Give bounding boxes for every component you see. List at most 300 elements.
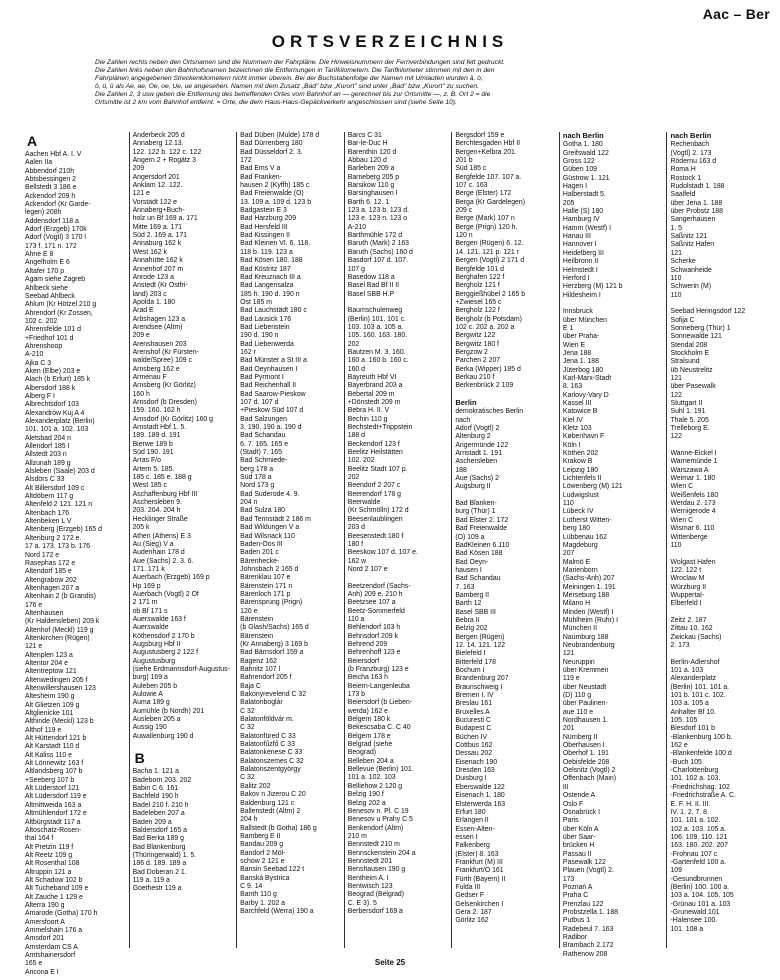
index-entry: Mühlheim (Ruhr) I <box>562 616 619 624</box>
index-entry: Hp 169 p <box>132 582 161 590</box>
index-entry: 102 c. 202 a. 202 a <box>455 323 515 331</box>
index-entry: 105. 160. 163. 180. <box>347 332 408 340</box>
index-entry: Alexandrów Kuj A 4 <box>25 409 85 417</box>
index-entry: Balatonszemes C 32 <box>240 757 304 765</box>
index-entry: Adorf (Erzgeb) 170k <box>25 226 87 234</box>
index-entry: 162 w <box>347 557 367 565</box>
index-entry: 185 h. 190 d. 190 n <box>240 290 300 298</box>
index-entry: üb Neustrelitz <box>670 366 713 374</box>
index-entry: Althinde (Meckl) 123 b <box>25 718 94 726</box>
index-entry: Marienborn <box>562 566 598 574</box>
index-entry: Bandorf 2 Möl- <box>240 849 286 857</box>
index-entry <box>348 574 449 582</box>
index-entry: Greifswald 122 <box>562 149 609 157</box>
index-entry: Baldenburg 121 c <box>240 799 295 807</box>
index-entry: Rödernu 163 d <box>670 158 717 166</box>
index-entry: Bad Reichenhall II <box>240 382 297 390</box>
index-entry: 188 <box>455 466 467 474</box>
index-entry: Ahlum (Kr Hötzel 210 g <box>25 301 97 309</box>
index-entry: Plauen (Vogtl) 2. <box>562 867 614 875</box>
index-entry: Alt Billersdorf 109 c <box>25 484 85 492</box>
index-entry: Saßnitz 121 <box>670 233 708 241</box>
index-entry: Bergholz 121 f <box>455 282 500 290</box>
index-entry: 159. 160. 162 h <box>132 407 181 415</box>
index-entry: 122 <box>670 391 682 399</box>
index-entry: Alsdörs C 33 <box>25 476 65 484</box>
index-entry: Belleben 204 a <box>347 757 394 765</box>
index-entry: Ahlbeck siehe <box>25 284 68 292</box>
index-entry: Aschersleben 9. <box>132 499 182 507</box>
index-entry: Hanau III <box>562 233 591 241</box>
column-heading: nach Berlin <box>562 131 604 140</box>
index-entry: Balatonfüred C 33 <box>240 732 296 740</box>
index-entry: 123 a. 123 b. 123 d. <box>347 207 410 215</box>
index-entry: Elberfeld I <box>670 600 702 608</box>
index-entry: Löwenberg (M) 121 <box>562 483 623 491</box>
index-entry: Altmühlendorf 172 e <box>25 810 87 818</box>
index-entry: Bad Bärnsdorf 159 a <box>240 649 304 657</box>
index-entry: Essen-Alten- <box>455 825 495 833</box>
index-entry: Güstrow 1. 121 <box>562 174 610 182</box>
index-entry: Meiningen 1. 191 <box>562 583 616 591</box>
index-entry: Angermünde 122 <box>455 441 509 449</box>
index-entry: Bahrendorf 205 f <box>240 674 292 682</box>
index-entry: 180 f <box>347 540 364 548</box>
index-entry: Bad Suderode 4. 9. <box>240 490 300 498</box>
index-entry: Süd 190. 191 <box>132 449 174 457</box>
index-entry: Bad Blanken- <box>455 500 497 508</box>
index-entry: Probstzella 1. 188 <box>562 908 619 916</box>
index-entry: Altruppin 121 a <box>25 868 72 876</box>
index-entry <box>348 299 449 307</box>
index-entry: Adorf (Vogtl) 2 <box>455 425 500 433</box>
index-entry: 204 n <box>240 499 258 507</box>
index-entry: 107 c. 163 <box>455 182 488 190</box>
intro-line: Die Zahlen links neben den Bahnhofsnamen bezeichnen die Entfernungen in Tarifkilometern. Die Tarifkilometer stimmen mit den in den <box>95 67 495 75</box>
index-entry: (Kr Haldensleben) 209 k <box>25 618 100 626</box>
index-entry: Wanne-Eickel I <box>670 450 717 458</box>
index-entry: Arras F/o <box>132 457 161 465</box>
index-entry: Auwallenburg 190 d <box>132 732 194 740</box>
index-entry: -Charlottenburg <box>670 767 719 775</box>
index-entry: Bärenstein 171 n <box>240 582 293 590</box>
index-entry: Bad Salzungen <box>240 415 287 423</box>
index-entry: Augustusburg <box>132 657 176 665</box>
index-entry: Bärensprung (Prign) <box>240 599 303 607</box>
index-entry: Annaberg 12.13. <box>132 140 184 148</box>
index-entry: Auerbach (Erzgeb) 169 p <box>132 574 210 582</box>
index-entry: Bad Kissingen II <box>240 232 290 240</box>
index-entry: Nordhausen 1. <box>562 717 609 725</box>
index-entry: Beerwalde <box>347 499 381 507</box>
index-entry: Bärenloch 171 p <box>240 590 291 598</box>
index-entry: Bellevue (Berlin) 101. <box>347 766 414 774</box>
index-entry: Albrechtsdorf 103 <box>25 401 80 409</box>
index-entry: Zwickau (Sachs) <box>670 633 722 641</box>
index-entry: 107 d. 107 d <box>240 399 279 406</box>
index-entry: Bad Freienwalde <box>455 525 508 533</box>
index-entry: Innsbruck <box>562 308 593 316</box>
index-entry: 7. 163 <box>455 583 475 591</box>
index-entry: Baden 201 c <box>240 549 279 557</box>
index-entry: 202 <box>347 340 360 348</box>
index-entry: Altentreptow 121 <box>25 668 77 676</box>
index-entry: 106. 109. 110. 121 <box>670 833 728 841</box>
index-entry: Bielefeld I <box>455 650 486 658</box>
index-entry: Balatonföldvár m. <box>240 716 294 724</box>
index-entry: E 1 <box>562 324 574 332</box>
index-entry: Basedow 118 a <box>347 273 395 281</box>
index-entry: (Sachs-Anh) 207 <box>562 575 615 583</box>
index-entry: Alt Lüdersdorf 119 e <box>25 793 87 801</box>
index-entry: Gotha 1. 180 <box>562 141 603 149</box>
index-entry: (D) 110 g <box>562 692 592 700</box>
index-entry: (Kr Schmölln) 172 d <box>347 507 409 515</box>
index-entry: walde/Spree) 109 c <box>132 357 192 365</box>
index-entry: Eisenach 1. 180 <box>455 792 505 800</box>
index-entry: Augsburg II <box>455 483 491 491</box>
index-entry: Trelleborg E. <box>670 425 710 433</box>
index-entry: -Blankenfelde 100 d <box>670 750 732 758</box>
index-entry: Bennstedt 210 m <box>347 841 400 849</box>
index-entry: Arnsberg (Kr Görlitz) <box>132 382 196 390</box>
index-entry: Brandenburg 207 <box>455 675 509 683</box>
index-entry: Bad Düben (Mulde) 178 d <box>240 132 320 139</box>
index-entry: Altafer 170 p <box>25 267 65 275</box>
index-entry: Behlendorf 103 h <box>347 624 401 632</box>
index-entry: Schwanheide <box>670 266 712 274</box>
index-entry: 162 e <box>670 742 688 750</box>
index-entry: Ausleben 205 a <box>132 716 181 724</box>
index-entry: Beicha 163 h <box>347 674 388 682</box>
index-entry: E. F. H. II. III. <box>670 800 711 808</box>
index-entry: Benshausen 190 g <box>347 866 406 874</box>
index-entry: Merseburg 188 <box>562 591 610 599</box>
index-entry: legen) 208h <box>25 209 62 217</box>
index-entry: (Thüringerwald) 1. 5. <box>132 851 197 859</box>
index-entry: Oberhof 1. 191 <box>562 750 609 758</box>
index-entry: Belgern 180 k <box>347 716 391 724</box>
index-entry: Radibor <box>562 934 588 941</box>
index-entry: Budapest C <box>455 725 492 733</box>
index-entry: Berge (Prign) 120 h. <box>455 223 518 231</box>
index-entry: 1. 5 <box>670 224 682 232</box>
index-entry: Magdeburg <box>562 541 598 549</box>
index-entry: Baden 209 a <box>132 818 172 826</box>
index-entry: IV. 1. 2. 7. 8. <box>670 808 709 816</box>
index-entry: Wien C <box>670 483 694 491</box>
index-entry: Arenshof (Kr Fürsten- <box>132 348 199 356</box>
index-entry: Rostock 1 <box>670 174 702 182</box>
index-entry: Nürnberg II <box>562 733 598 741</box>
index-entry: Abbendorf 210h <box>25 167 75 175</box>
index-entry: Bakov n Jizerou C 20 <box>240 791 306 799</box>
index-entry: Wien C <box>670 516 694 524</box>
index-entry: Hildesheim I <box>562 291 601 299</box>
index-entry: Angersdorf 201 <box>132 173 180 181</box>
index-entry: Herford I <box>562 274 590 282</box>
index-entry: Auma 189 g <box>132 699 170 707</box>
index-entry: Altglienicke 101 <box>25 710 74 718</box>
index-entry: Barth 6. 12. 1 <box>347 198 390 206</box>
index-entry: Banská Bystrica <box>240 874 290 882</box>
index-entry: Bad Freienwalde (O) <box>240 190 304 198</box>
index-entry: Neubrandenburg <box>562 641 615 649</box>
index-entry: Au (Sieg) V a <box>132 540 174 548</box>
index-entry: Dresden 163 <box>455 767 495 775</box>
index-entry: Bergen+Kelbra 201. <box>455 148 517 156</box>
index-entry: thal 164 f <box>25 835 54 843</box>
index-entry: Arnsdorf (Kr Görlitz) 160 g <box>132 415 213 423</box>
index-entry <box>563 300 664 308</box>
index-entry: Bad Saarow-Pieskow <box>240 390 306 398</box>
index-entry: 122. 122 b. 122 c. 122 <box>132 148 202 156</box>
index-entry: 3. 190. 190 a. 190 d <box>240 424 302 432</box>
index-entry: Saßnitz Hafen <box>670 241 715 249</box>
index-entry: Rechenbach <box>670 141 710 149</box>
index-entry: Beograd (Belgrad) <box>347 891 405 899</box>
index-entry: Barcs C 31 <box>347 132 382 139</box>
index-entry: Beerendorf 178 g <box>347 490 401 498</box>
index-entry: Basel SBB III <box>455 608 496 616</box>
index-entry: hausen I <box>455 566 482 574</box>
index-entry: Oelsnitz (Vogtl) 2 <box>562 767 616 775</box>
index-entry: Parchen 2 207 <box>455 357 501 365</box>
index-entry: -Friedrichstraße A. C. <box>670 792 736 800</box>
index-entry: Suhl 1. 191 <box>670 408 706 416</box>
index-entry: 109 <box>670 867 682 875</box>
index-entry: Pasewalk 122 <box>562 858 606 866</box>
index-entry: 207 <box>562 550 575 558</box>
index-entry: Altenhof (Meckl) 119 g <box>25 626 94 634</box>
index-column <box>130 132 238 948</box>
index-entry: Berchtesgaden Hbf II <box>455 140 521 148</box>
index-entry: Altenberg (Erzgeb) 165 d <box>25 526 102 534</box>
index-entry: 201 <box>562 725 575 733</box>
index-entry: 165 e <box>25 960 43 968</box>
index-entry: 102 a. 103. 105 a. <box>670 825 727 833</box>
index-entry: Alberg F I <box>25 392 55 400</box>
section-letter: A <box>27 133 38 149</box>
index-entry: Bergen (Rügen) 6. 12. <box>455 240 524 248</box>
index-entry: C. E 3). 5 <box>347 899 377 907</box>
index-entry: Bad Sulza 180 <box>240 507 285 515</box>
index-entry: Weimar 1. 180 <box>670 475 716 483</box>
index-entry: Ostende A <box>562 792 596 800</box>
index-entry: Altenfeld 2 121. 121 n <box>25 501 93 509</box>
index-entry: Altengrabow 202 <box>25 576 77 584</box>
index-entry: Beetzendorf (Sachs- <box>347 582 411 590</box>
index-entry: 171. 171 k <box>132 565 165 573</box>
index-entry: aue 110 e <box>562 708 594 716</box>
index-entry: Barth 12 <box>455 600 482 608</box>
index-entry: Oslo F <box>562 800 584 808</box>
index-entry: 205 k <box>132 524 150 532</box>
index-entry: Belgrad (siehe <box>347 741 393 749</box>
index-entry: Altenhausen <box>25 609 64 617</box>
index-entry: Bad Berka 189 g <box>132 835 184 843</box>
index-entry: Bad Schmiede- <box>240 457 288 465</box>
index-entry: Bergwitz 180 f <box>455 340 499 348</box>
index-entry: Basel Bad Bf II II <box>347 282 400 290</box>
index-entry: 103. 103 a. 105 a. <box>347 323 404 331</box>
index-entry: Berka (Wipper) 185 d <box>455 365 521 373</box>
index-entry: Fürth (Bayern) II <box>455 875 506 883</box>
index-entry: Basdorf 107 d. 107. <box>347 257 408 265</box>
index-entry: (b Franzburg) 123 e <box>347 666 409 673</box>
index-entry: Abtsbessingen 2 <box>25 176 76 184</box>
index-entry: -Blankenburg 100 b. <box>670 733 733 741</box>
index-entry: 102 c. 202 <box>25 317 58 325</box>
index-entry: Balatonfűzfő C 33 <box>240 741 295 749</box>
index-entry: Altenburg 2 <box>455 433 491 441</box>
index-entry: Bayreuth Hbf VI <box>347 373 397 381</box>
index-entry: über Pasewalk <box>670 383 716 391</box>
index-entry: Altenwillershausen 123 <box>25 685 96 692</box>
index-entry: Berge (Mark) 107 n <box>455 215 515 223</box>
index-entry: Altenbach 176 <box>25 509 70 517</box>
index-entry: +Zwiesel 165 c <box>455 298 502 306</box>
index-entry: 17 a. 173. 173 b. 176 <box>25 543 91 551</box>
index-entry: 119 e <box>562 675 580 683</box>
intro-line: Die Zahlen 2, 3 usw geben die Entfernung des betreffenden Ortes vom Bahnhof an — gerechnet bis zur Ortsmitte —, z. B. Ort 2 = die <box>95 91 491 99</box>
index-entry: Abbau 120 d <box>347 157 387 165</box>
index-entry: 160 a. 160 b. 160 c. <box>347 357 409 365</box>
index-entry: Wismar 6. 110 <box>670 525 715 533</box>
index-entry: holz un Bf 169 a. 171 <box>132 215 198 223</box>
index-entry: Balitz 202 <box>240 782 271 790</box>
index-entry: Bandau 209 g <box>240 841 284 849</box>
index-entry: -Gesundbrunnen <box>670 875 723 883</box>
index-entry: Bad Kösen 188 <box>455 550 503 558</box>
index-entry: Güben 109 <box>562 166 597 174</box>
index-entry: land) 203 c <box>132 290 167 298</box>
index-entry: 13. 109 a. 109 d. 123 b <box>240 198 312 206</box>
index-entry: Thale 5. 205 <box>670 416 709 424</box>
index-entry: 186 d. 189. 189 a <box>132 860 187 868</box>
index-entry: Alt Lüderstorf 121 <box>25 785 80 793</box>
index-entry: Ahrendorf (Kr Zossen, <box>25 309 93 317</box>
index-entry: Ballenstedt (Altm) 2 <box>240 807 301 815</box>
index-entry: Bechstedt+Trippstein <box>347 424 413 432</box>
index-entry: Agam siehe Zagreb <box>25 276 86 284</box>
index-entry: Badgastein E 3 <box>240 207 287 215</box>
index-entry: Bergfelde 101 d <box>455 265 504 273</box>
index-entry: Bergholz 122 f <box>455 307 500 315</box>
index-column <box>237 132 345 948</box>
index-entry: Sonnewalde 121 <box>670 333 722 341</box>
index-entry: (Vogtl) 2. 173 <box>670 149 712 157</box>
index-entry: Jena 188 <box>562 349 592 357</box>
index-entry: Sonneberg (Thür) 1 <box>670 324 731 332</box>
index-entry: über Probstz 188 <box>670 208 723 216</box>
index-entry: 103 a. 105 a <box>670 700 709 708</box>
index-entry: Basel SBB H.P <box>347 290 395 298</box>
index-entry: Aschaffenburg Hbf III <box>132 490 198 498</box>
index-entry: Barby 1. 202 a <box>240 899 285 907</box>
index-entry: Bagenz 162 <box>240 657 277 665</box>
index-entry: Alt Glietzen 109 g <box>25 701 80 709</box>
index-entry: Bansin Seebad 122 t <box>240 866 305 874</box>
index-entry: Heilbronn II <box>562 258 599 266</box>
index-entry: -Friedrichshag. 102 <box>670 783 730 791</box>
index-entry: Baruth (Mark) 2 163 <box>347 240 410 248</box>
index-entry: Alach (b Erfurt) 185 k <box>25 376 91 384</box>
index-entry: Bentwisch 123 <box>347 882 393 890</box>
index-entry: demokratisches Berlin <box>455 408 524 416</box>
index-entry: Bechin 110 g <box>347 415 388 423</box>
index-entry: (Berlin) 100. 100 a. <box>670 883 730 891</box>
index-entry: 123 e. 123 n. 123 o <box>347 215 408 223</box>
index-entry: Bärenstein <box>240 632 274 640</box>
index-entry: Hamburg IV <box>562 216 600 224</box>
index-entry: Altenbeken L V <box>25 518 72 526</box>
index-entry: Bärenhecke- <box>240 557 280 565</box>
index-entry: Falkenberg <box>455 842 490 850</box>
index-entry: 101. 101 a. 102. 103 <box>25 426 89 434</box>
index-entry: -Grunewald 101 <box>670 908 720 916</box>
index-entry: Cottbus 162 <box>455 742 493 750</box>
index-entry: 121 <box>562 650 575 658</box>
index-entry: (siehe Erdmannsdorf-Augustus- <box>132 666 230 673</box>
index-entry: Bad Harzburg 209 <box>240 215 297 223</box>
index-entry: Aachen Hbf A. I. V <box>25 151 82 158</box>
index-entry: Fulda III <box>455 883 481 891</box>
index-entry: Süd 2. 169 a. 171 <box>132 232 187 240</box>
index-entry: Bad Köstritz 187 <box>240 265 291 273</box>
index-entry: Lübbenau 162 <box>562 533 607 541</box>
index-entry: (Berlin) 101. 101 c. <box>347 315 406 323</box>
index-entry: Beendorf 2 207 c <box>347 482 401 490</box>
index-entry: Hamm (Westf) I <box>562 224 611 232</box>
index-entry: Altendorf 185 e <box>25 568 72 576</box>
index-entry: 162 r <box>240 348 256 356</box>
index-entry: Stuttgart II <box>670 400 703 407</box>
index-entry: Frankfurt/O 161 <box>455 867 504 875</box>
index-entry: 122. 122 t <box>670 566 702 574</box>
index-entry: Bitterfeld 178 <box>455 658 496 666</box>
index-entry: Angelholm E 6 <box>25 259 70 267</box>
index-entry: Bad Liebenwerda <box>240 340 294 348</box>
index-entry: Armenau F <box>132 373 167 381</box>
index-entry: Aussig 190 <box>132 724 167 732</box>
index-entry: über Kremmen <box>562 667 609 674</box>
index-entry: Bad Liebenstein <box>240 323 290 331</box>
index-entry: Adorf (Vogtl) 3 170 l <box>25 234 86 242</box>
index-entry: Althof 119 e <box>25 726 62 734</box>
index-entry: Altdöbern 117 g <box>25 493 74 501</box>
index-entry: 205 <box>562 199 575 207</box>
index-entry: 120 e <box>240 607 258 615</box>
index-entry: Breslau 161 <box>455 700 493 708</box>
index-entry: Schwerin (M) <box>670 283 712 291</box>
index-entry: Bad Kreuznach III a <box>240 273 301 281</box>
index-entry: Anderbeck 205 d <box>132 132 185 139</box>
index-entry: Alt Lönnewitz 163 f <box>25 760 84 768</box>
index-entry: Duisburg I <box>455 775 487 783</box>
index-entry: Köthen 202 <box>562 450 599 458</box>
index-entry: Bennsckenstein 204 a <box>347 849 416 857</box>
index-entry: Angern 2 + Rogätz 3 <box>132 157 196 165</box>
index-entry: Auerswalde 163 f <box>132 615 186 623</box>
page-number: Seite 25 <box>374 958 406 967</box>
index-entry: (Stadt) 7. 165 <box>240 449 282 457</box>
index-entry: 101. 108 a <box>670 925 704 933</box>
index-entry: 203. 204. 204 h <box>132 507 181 515</box>
index-entry: A-210 <box>347 223 367 231</box>
index-entry: 110 a <box>347 615 365 623</box>
index-entry: Radebeul 7. 163 <box>562 925 614 933</box>
